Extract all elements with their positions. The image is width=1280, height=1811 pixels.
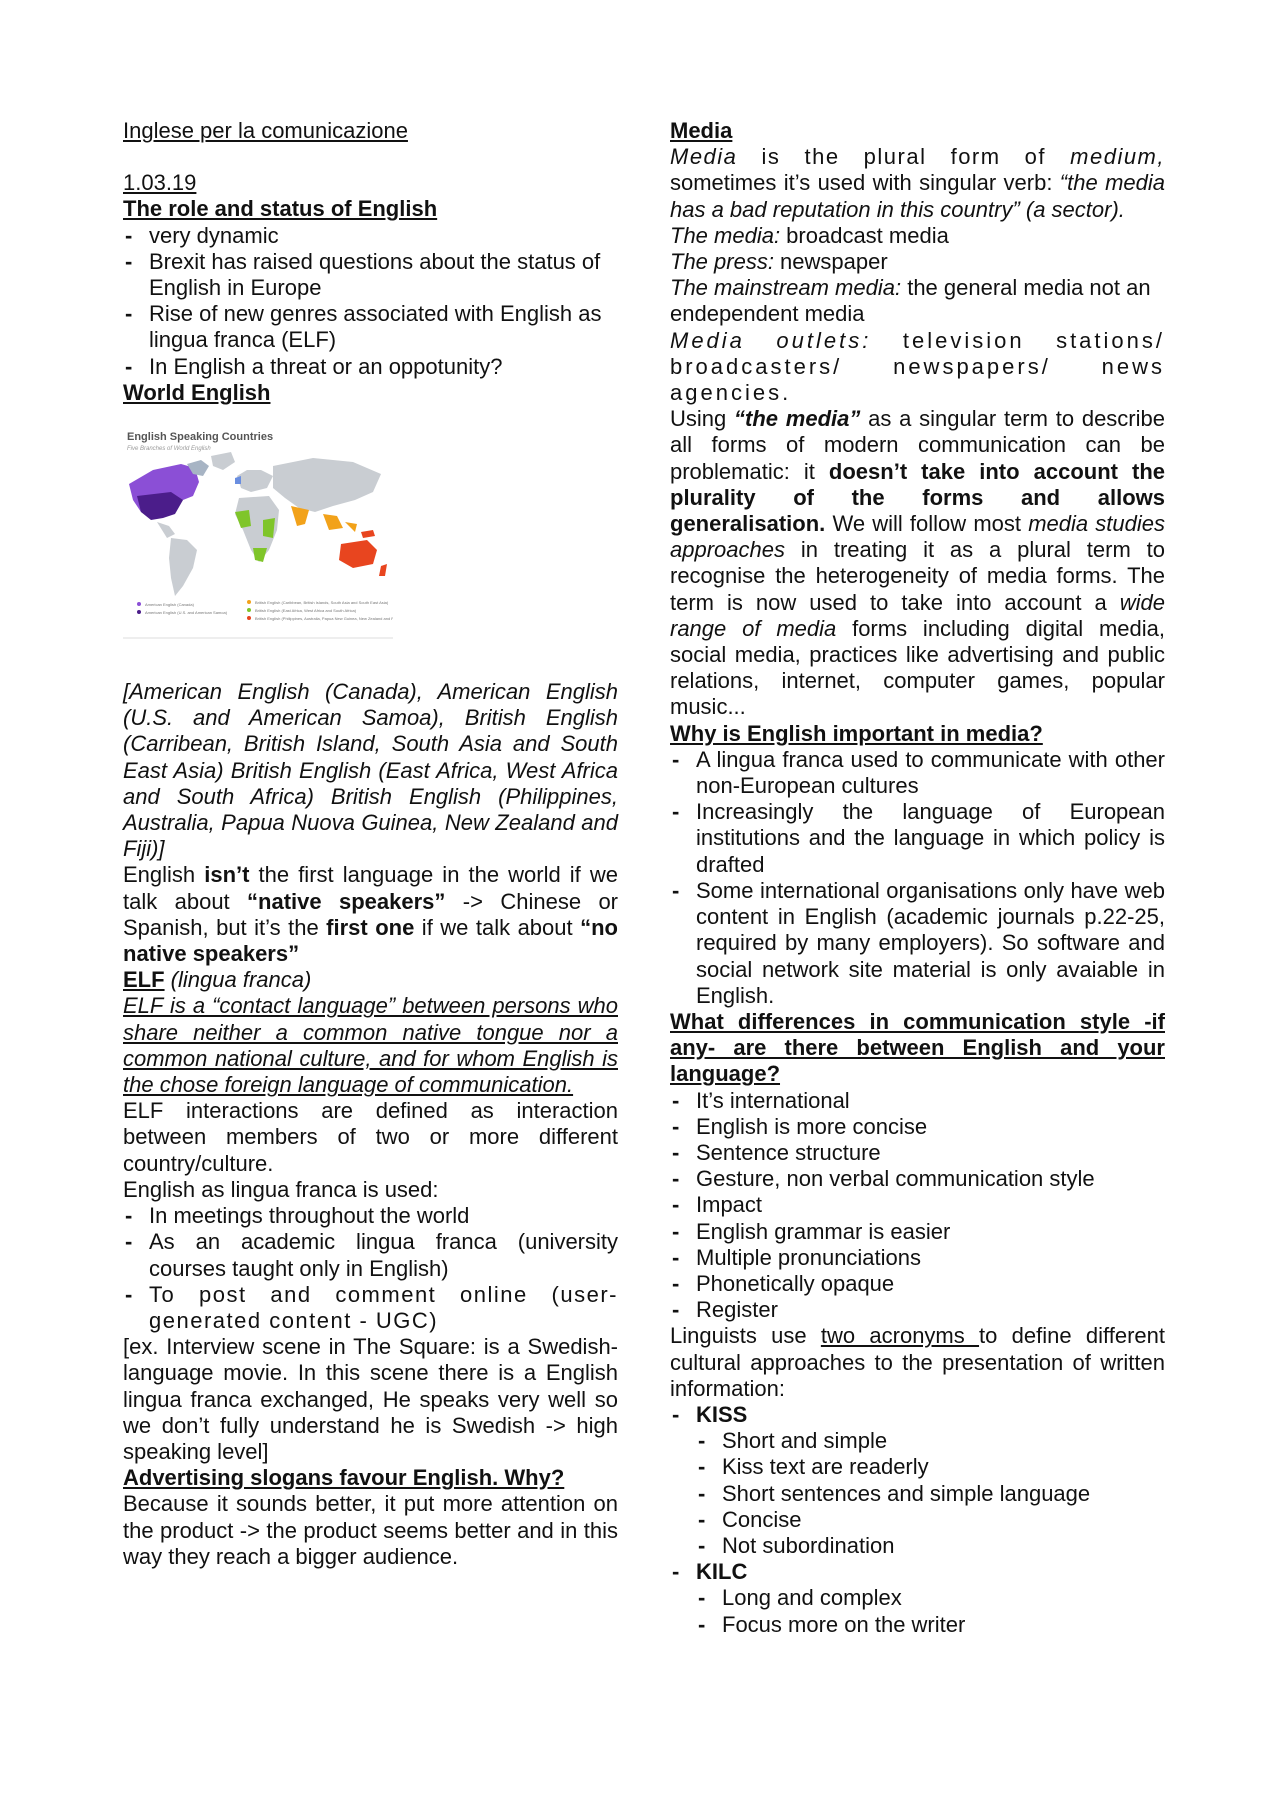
slogans-text: Because it sounds better, it put more attention on the product -> the product seems better and in this way they reach a bigger audience. [123,1491,618,1569]
list-item: - very dynamic [123,223,618,249]
list-item: - Sentence structure [670,1140,1165,1166]
role-heading: The role and status of English [123,196,438,222]
list-item: - Impact [670,1192,1165,1218]
example-text: [ex. Interview scene in The Square: is a Swedish- language movie. In this scene there is a English lingua franca exchanged, He speaks very well so we don’t fully understand he is Swedish -> high speaking level] [123,1334,618,1464]
list-item: - Phonetically opaque [670,1271,1165,1297]
kilc-label: - KILC [670,1559,1165,1585]
left-column [123,118,618,1570]
legend-text: British English (Philippines, Australia, Papua New Guinea, New Zealand and Fiji) [255,616,393,622]
kiss-list [696,1428,1165,1559]
mainstream-def: The mainstream media: the general media not an endependent media [670,275,1151,327]
outlets-def: Media outlets: television stations/ broadcasters/ newspapers/ news agencies. [670,327,1166,406]
list-item: - In meetings throughout the world [123,1203,618,1229]
list-item: - Concise [696,1507,1165,1533]
legend-text: British English (Caribbean, British Islands, South Asia and South East Asia) [255,600,389,606]
elf-interactions: ELF interactions are defined as interaction between members of two or more different country/culture. [123,1098,618,1176]
press-def: The press: newspaper [670,249,888,275]
list-item: - Kiss text are readerly [696,1454,1165,1480]
list-item: - To post and comment online (user-generated content - UGC) [123,1282,618,1334]
differences-list [670,1088,1165,1324]
list-item: - Short and simple [696,1428,1165,1454]
acronyms-paragraph: Linguists use two acronyms to define different cultural approaches to the presentation of written information: [670,1323,1165,1401]
media-def: The media: broadcast media [670,222,949,248]
why-heading: Why is English important in media? [670,720,1043,746]
list-item: - Rise of new genres associated with English as lingua franca (ELF) [123,301,618,353]
list-item: - A lingua franca used to communicate with other non-European cultures [670,747,1165,799]
used-list [123,1203,618,1334]
native-paragraph: English isn’t the first language in the world if we talk about “native speakers” -> Chinese or Spanish, but it’s the first one if we talk about “no native speakers” [123,862,619,967]
using-paragraph: Using “the media” as a singular term to describe all forms of modern communication can be problematic: it doesn’t take into account the plurality of the forms and allows generalisation. We will follow most media studies approaches in treating it as a plural term to recognise the heterogeneity of media forms. The term is now used to take into account a wide range of media forms including digital media, social media, practices like advertising and public relations, internet, computer games, popular music... [670,406,1165,720]
course-title: Inglese per la comunicazione [123,118,408,143]
why-list [670,747,1165,1009]
used-intro: English as lingua franca is used: [123,1176,439,1202]
kilc-list [696,1585,1165,1637]
list-item: - English grammar is easier [670,1219,1165,1245]
legend-text: British English (East Africa, West Africa and South Africa) [255,608,357,614]
list-item: - Multiple pronunciations [670,1245,1165,1271]
list-item: - In English a threat or an oppotunity? [123,354,618,380]
list-item: - Brexit has raised questions about the status of English in Europe [123,249,618,301]
kiss-label: - KISS [670,1402,1165,1428]
list-item: - It’s international [670,1088,1165,1114]
world-english-heading: World English [123,379,271,405]
world-map-figure [123,426,393,641]
list-item: - As an academic lingua franca (university courses taught only in English) [123,1229,618,1281]
list-item: - Some international organisations only have web content in English (academic journals p.22-25, required by many employers). So software and social network site material is only avaiable in English. [670,878,1165,1009]
differences-heading: What differences in communication style -if any- are there between English and your language? [670,1008,1165,1087]
list-item: - Focus more on the writer [696,1612,1165,1638]
list-item: - Not subordination [696,1533,1165,1559]
branches-text: [American English (Canada), American English (U.S. and American Samoa), British English (Carribean, British Island, South Asia and South East Asia) British English (East Africa, West Africa and South Africa) British English (Philippines, Australia, Papua Nuova Guinea, New Zealand and Fiji)] [123,679,618,862]
list-item: - Increasingly the language of European institutions and the language in which policy is drafted [670,799,1165,878]
list-item: - Long and complex [696,1585,1165,1611]
date: 1.03.19 [123,170,197,196]
list-item: - Short sentences and simple language [696,1481,1165,1507]
right-column [670,118,1165,1638]
list-item: - English is more concise [670,1114,1165,1140]
media-heading: Media [670,118,733,143]
map-title: English Speaking Countries [127,431,274,444]
acronym-list [670,1402,1165,1428]
role-list [123,223,618,380]
legend-text: American English (U.S. and American Samoa) [145,610,228,616]
list-item: - Gesture, non verbal communication style [670,1166,1165,1192]
acronym-list-2 [670,1559,1165,1585]
elf-title: ELF (lingua franca) [123,967,312,993]
list-item: - Register [670,1297,1165,1323]
legend-text: American English (Canada) [145,602,194,608]
elf-definition: ELF is a “contact language” between persons who share neither a common native tongue nor a common national culture, and for whom English is the chose foreign language of communication. [123,993,618,1098]
world-map [123,426,393,641]
media-paragraph: Media is the plural form of medium, sometimes it’s used with singular verb: “the media has a bad reputation in this country” (a sector). [670,144,1165,222]
map-subtitle: Five Branches of World English [127,446,211,453]
slogans-heading: Advertising slogans favour English. Why? [123,1465,565,1491]
